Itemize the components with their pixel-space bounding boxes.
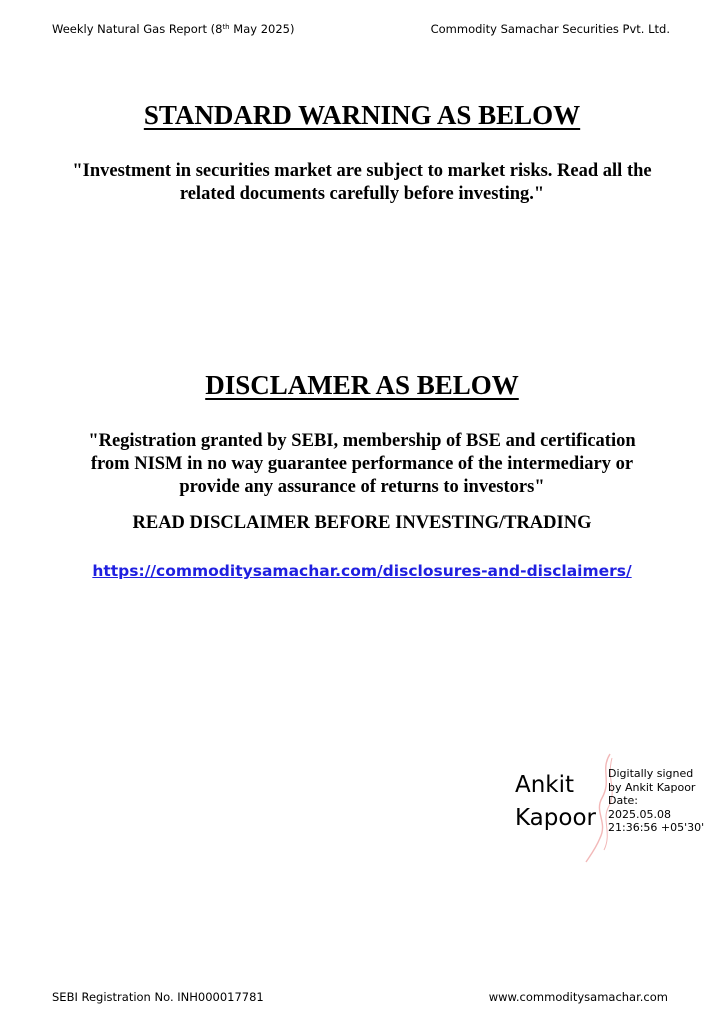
standard-warning-heading: STANDARD WARNING AS BELOW — [143, 100, 581, 130]
disclosures-link[interactable]: https://commoditysamachar.com/disclosures-and-disclaimers/ — [92, 562, 632, 580]
report-title-prefix: Weekly Natural Gas Report (8 — [52, 22, 223, 36]
report-title-suffix: May 2025) — [229, 22, 295, 36]
digital-signature — [512, 755, 712, 865]
signer-last-name: Kapoor — [515, 805, 596, 831]
company-name: Commodity Samachar Securities Pvt. Ltd. — [430, 22, 670, 36]
read-disclaimer-note: READ DISCLAIMER BEFORE INVESTING/TRADING — [132, 513, 592, 533]
warning-line-1: "Investment in securities market are subject to market risks. Read all the — [72, 161, 652, 181]
standard-warning-text — [40, 160, 684, 206]
report-title-superscript: th — [222, 23, 230, 31]
disclaimer-text — [40, 430, 684, 499]
signer-name — [515, 769, 596, 835]
website: www.commoditysamachar.com — [488, 990, 668, 1004]
warning-line-2: related documents carefully before investing." — [179, 184, 545, 204]
signature-time: 21:36:56 +05'30' — [608, 821, 705, 834]
disclaimer-heading: DISCLAMER AS BELOW — [205, 370, 519, 400]
disclaimer-line-3: provide any assurance of returns to investors" — [179, 477, 545, 497]
disclaimer-line-2: from NISM in no way guarantee performance of the intermediary or — [90, 454, 634, 474]
signature-details — [608, 767, 704, 835]
signature-detail-line: Date: — [608, 794, 638, 807]
signature-date: 2025.05.08 — [608, 807, 671, 821]
signature-detail-line: Digitally signed — [608, 767, 694, 780]
sebi-registration: SEBI Registration No. INH000017781 — [52, 990, 264, 1004]
disclaimer-line-1: "Registration granted by SEBI, membership of BSE and certification — [88, 431, 636, 451]
report-title — [52, 22, 294, 36]
signer-first-name: Ankit — [515, 772, 575, 798]
signature-detail-line: by Ankit Kapoor — [608, 780, 696, 794]
